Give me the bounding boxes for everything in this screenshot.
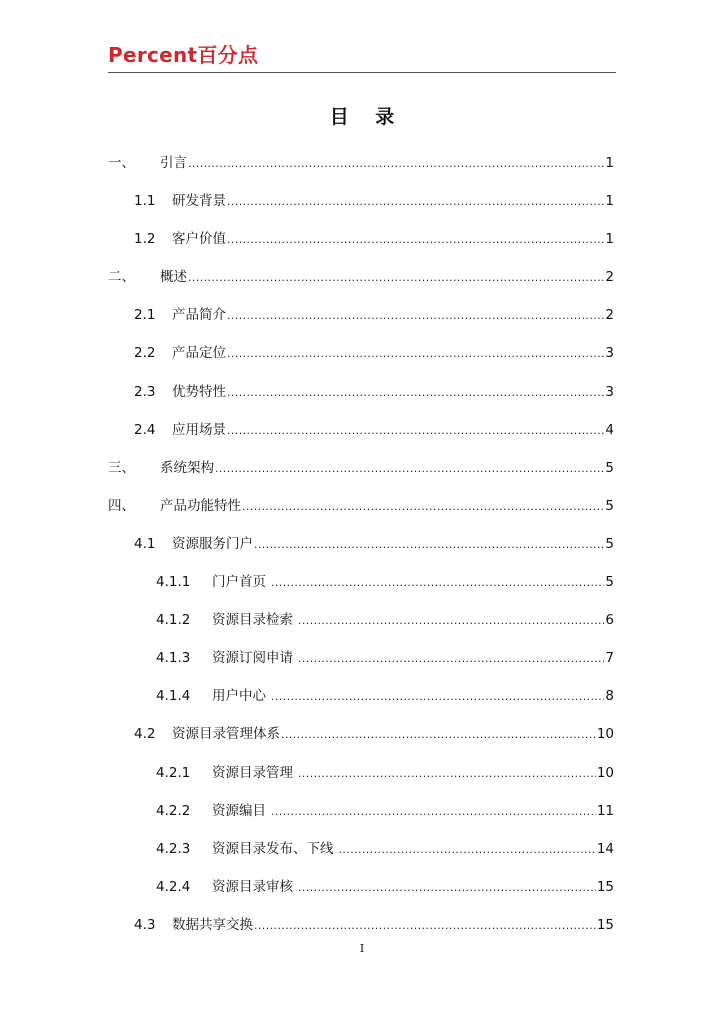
toc-entry[interactable]: [108, 868, 614, 906]
toc-entry-page: 15: [596, 916, 614, 933]
toc-entry-number: 4.3: [134, 916, 156, 933]
toc-entry-number: 4.1.2: [156, 612, 191, 629]
toc-entry-title: 概述: [160, 269, 187, 286]
toc-entry-number: 4.2: [134, 726, 156, 743]
toc-entry-title: 资源目录管理: [212, 764, 293, 781]
toc-entry[interactable]: [108, 639, 614, 677]
toc-entry-page: 7: [605, 650, 614, 667]
toc-dot-leader: [242, 488, 604, 526]
toc-entry[interactable]: [108, 906, 614, 944]
table-of-contents: [108, 144, 614, 944]
toc-dot-leader: [215, 450, 604, 488]
header-divider: [108, 72, 616, 73]
page-number: I: [359, 942, 365, 955]
toc-entry-page: 5: [605, 459, 614, 476]
toc-entry-title: 资源服务门户: [172, 535, 253, 552]
toc-entry-title: 门户首页: [212, 574, 266, 591]
toc-entry[interactable]: [108, 677, 614, 715]
toc-entry[interactable]: [108, 830, 614, 868]
toc-dot-leader: [227, 412, 604, 450]
toc-dot-leader: [227, 297, 604, 335]
toc-entry-page: 8: [605, 688, 614, 705]
toc-dot-leader: [254, 526, 604, 564]
toc-entry-title: 客户价值: [172, 231, 226, 248]
toc-entry-number: 1.2: [134, 231, 156, 248]
toc-entry-number: 4.1.1: [156, 574, 191, 591]
toc-entry[interactable]: [108, 601, 614, 639]
toc-entry-title: 应用场景: [172, 421, 226, 438]
toc-entry[interactable]: [108, 792, 614, 830]
toc-entry-title: 资源目录审核: [212, 878, 293, 895]
toc-dot-leader: [227, 183, 604, 221]
toc-entry-title: 资源编目: [212, 802, 266, 819]
toc-entry-page: 1: [605, 155, 614, 171]
toc-entry-page: 5: [605, 574, 614, 591]
toc-dot-leader: [188, 145, 604, 183]
toc-entry[interactable]: [108, 449, 614, 487]
toc-entry-title: 资源目录检索: [212, 612, 293, 629]
toc-dot-leader: [227, 374, 604, 412]
toc-entry[interactable]: [108, 525, 614, 563]
toc-entry[interactable]: [108, 144, 614, 182]
toc-entry-page: 3: [605, 345, 614, 362]
toc-entry[interactable]: [108, 296, 614, 334]
toc-dot-leader: [271, 678, 604, 716]
toc-entry[interactable]: [108, 563, 614, 601]
toc-entry[interactable]: [108, 334, 614, 372]
toc-entry-page: 2: [605, 307, 614, 324]
toc-entry[interactable]: [108, 182, 614, 220]
page-title: 目 录: [329, 106, 405, 128]
toc-entry-page: 5: [605, 497, 614, 514]
toc-entry-title: 资源订阅申请: [212, 650, 293, 667]
toc-dot-leader: [271, 564, 604, 602]
toc-entry-title: 用户中心: [212, 688, 266, 705]
toc-entry-page: 4: [605, 421, 614, 438]
toc-entry-number: 4.1.4: [156, 688, 191, 705]
toc-entry-title: 研发背景: [172, 193, 226, 210]
toc-entry-page: 5: [605, 535, 614, 552]
toc-entry-title: 产品定位: [172, 345, 226, 362]
toc-entry-title: 资源目录发布、下线: [212, 840, 334, 857]
toc-entry-page: 14: [596, 840, 614, 857]
toc-entry-title: 数据共享交换: [172, 916, 253, 933]
toc-entry-page: 1: [605, 193, 614, 210]
toc-entry-page: 6: [605, 612, 614, 629]
toc-entry-number: 4.2.3: [156, 840, 191, 857]
toc-dot-leader: [298, 640, 604, 678]
toc-entry-number: 四、: [108, 497, 135, 514]
toc-entry-number: 4.1.3: [156, 650, 191, 667]
toc-entry-page: 1: [605, 231, 614, 248]
toc-dot-leader: [298, 602, 604, 640]
toc-dot-leader: [254, 907, 596, 945]
toc-entry-page: 10: [596, 726, 614, 743]
toc-entry[interactable]: [108, 411, 614, 449]
toc-dot-leader: [188, 259, 604, 297]
toc-dot-leader: [281, 716, 596, 754]
toc-dot-leader: [271, 793, 596, 831]
toc-entry[interactable]: [108, 258, 614, 296]
toc-dot-leader: [339, 831, 596, 869]
toc-entry-number: 2.3: [134, 383, 156, 400]
toc-entry[interactable]: [108, 373, 614, 411]
toc-entry-number: 三、: [108, 459, 135, 476]
toc-dot-leader: [227, 221, 604, 259]
toc-entry-number: 2.2: [134, 345, 156, 362]
toc-entry-page: 2: [605, 269, 614, 286]
toc-entry-page: 11: [596, 802, 614, 819]
toc-entry-page: 10: [596, 764, 614, 781]
toc-entry[interactable]: [108, 715, 614, 753]
toc-entry-page: 15: [596, 878, 614, 895]
toc-entry-title: 资源目录管理体系: [172, 726, 280, 743]
toc-entry-number: 4.2.1: [156, 764, 191, 781]
toc-entry-title: 产品功能特性: [160, 497, 241, 514]
toc-entry-page: 3: [605, 383, 614, 400]
toc-entry-number: 4.2.4: [156, 878, 191, 895]
toc-entry-number: 4.2.2: [156, 802, 191, 819]
toc-entry-title: 系统架构: [160, 459, 214, 476]
toc-entry[interactable]: [108, 220, 614, 258]
toc-entry-number: 2.1: [134, 307, 156, 324]
toc-entry[interactable]: [108, 487, 614, 525]
toc-entry-number: 二、: [108, 269, 135, 286]
percent-logo: Percent百分点: [108, 43, 259, 67]
toc-dot-leader: [227, 335, 604, 373]
toc-entry-number: 2.4: [134, 421, 156, 438]
toc-entry-number: 1.1: [134, 193, 156, 210]
toc-entry-title: 优势特性: [172, 383, 226, 400]
toc-dot-leader: [298, 869, 596, 907]
toc-entry-number: 4.1: [134, 535, 156, 552]
toc-entry-number: 一、: [108, 155, 135, 171]
toc-dot-leader: [298, 755, 596, 793]
toc-entry-title: 产品简介: [172, 307, 226, 324]
toc-entry-title: 引言: [160, 155, 187, 171]
toc-entry[interactable]: [108, 754, 614, 792]
